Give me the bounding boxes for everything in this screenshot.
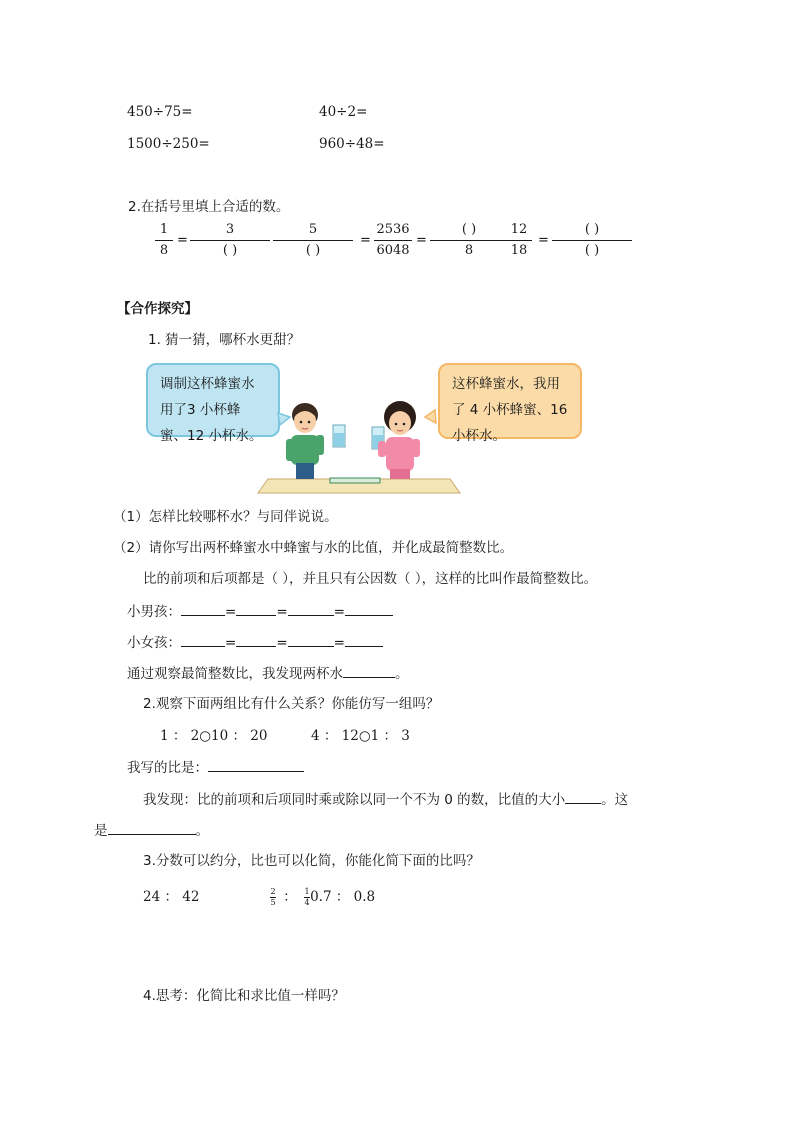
finding-line-1[interactable]: 我发现：比的前项和后项同时乘或除以同一个不为 0 的数，比值的大小 。这 xyxy=(143,792,629,808)
q2-title: 2.在括号里填上合适的数。 xyxy=(128,199,290,215)
girl-figure xyxy=(372,401,420,479)
finding-line-2[interactable]: 是 。 xyxy=(94,823,209,839)
bubble-tail-right xyxy=(425,410,436,423)
calc-1-left: 450÷75= xyxy=(127,104,193,120)
calc-2-left: 1500÷250= xyxy=(127,136,210,152)
equals-sign: = xyxy=(416,233,427,248)
equals-sign: = xyxy=(538,233,549,248)
fraction-2536-6048: 2536 6048 xyxy=(374,222,412,260)
equals-sign: = xyxy=(360,233,371,248)
sub-question-1: （1）怎样比较哪杯水？与同伴说说。 xyxy=(113,509,338,525)
fraction-blank-blank[interactable]: ( ) ( ) xyxy=(552,222,632,260)
ratio-24-42: 24 ： 42 xyxy=(143,889,200,905)
q2-ratio-title: 2.观察下面两组比有什么关系？你能仿写一组吗？ xyxy=(143,696,440,712)
definition-line: 比的前项和后项都是（ ），并且只有公因数（ ），这样的比叫作最简整数比。 xyxy=(143,571,598,587)
boy-label: 小男孩： xyxy=(127,604,181,620)
speech-bubble-girl: 这杯蜂蜜水，我用了 4 小杯蜂蜜、16 小杯水。 xyxy=(438,363,582,439)
ratio-fraction: $\frac{2}{5}$ ： $\frac{1}{4}$ 0.7 ： 0.8 xyxy=(270,887,376,907)
girl-label: 小女孩： xyxy=(127,635,181,651)
q3-title: 3.分数可以约分，比也可以化简，你能化简下面的比吗？ xyxy=(143,853,480,869)
girl-ratio-line[interactable]: 小女孩： = = = xyxy=(127,633,383,652)
fraction-5-blank[interactable]: 5 ( ) xyxy=(273,222,353,260)
fraction-12-18: 12 18 xyxy=(506,222,532,260)
q4-title: 4.思考：化简比和求比值一样吗？ xyxy=(143,988,345,1004)
sub-question-2: （2）请你写出两杯蜂蜜水中蜂蜜与水的比值，并化成最简整数比。 xyxy=(113,540,514,556)
tray xyxy=(330,478,380,483)
ratio-group-a: 1 ： 2○10 ： 20 xyxy=(160,728,268,744)
my-ratio-line[interactable]: 我写的比是： xyxy=(127,758,304,777)
q1-title: 1. 猜一猜，哪杯水更甜？ xyxy=(148,332,301,348)
fraction-3-blank[interactable]: 3 ( ) xyxy=(190,222,270,260)
calc-2-right: 960÷48= xyxy=(319,136,385,152)
fraction-blank-8[interactable]: ( ) 8 xyxy=(430,222,508,260)
equals-sign: = xyxy=(177,233,188,248)
section-heading: 【合作探究】 xyxy=(117,301,198,317)
calc-1-right: 40÷2= xyxy=(319,104,368,120)
fraction-2-5: $\frac{2}{5}$ xyxy=(270,887,276,907)
boy-figure xyxy=(286,403,345,479)
boy-ratio-line[interactable]: 小男孩： = = = xyxy=(127,602,393,621)
bubble-tail-left xyxy=(278,413,290,425)
fraction-1-8: 1 8 xyxy=(155,222,173,260)
speech-bubble-boy: 调制这杯蜂蜜水用了3 小杯蜂蜜、12 小杯水。 xyxy=(146,363,280,437)
observation-line[interactable]: 通过观察最简整数比，我发现两杯水 。 xyxy=(127,666,409,682)
honey-water-illustration xyxy=(250,395,465,495)
fraction-1-4: $\frac{1}{4}$ xyxy=(304,887,310,907)
ratio-group-b: 4 ： 12○1 ： 3 xyxy=(311,728,410,744)
ratio-decimal: 0.7 ： 0.8 xyxy=(310,889,376,905)
